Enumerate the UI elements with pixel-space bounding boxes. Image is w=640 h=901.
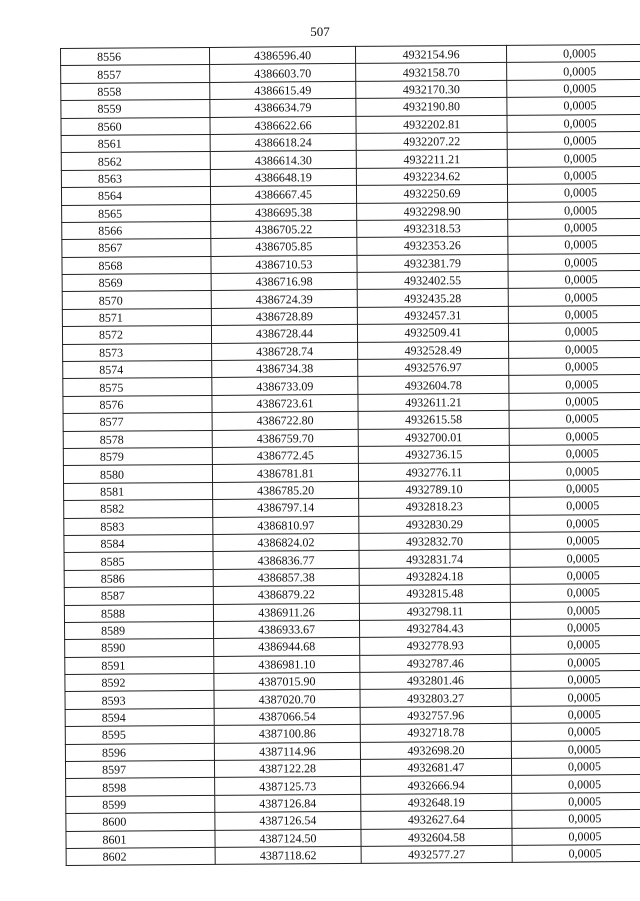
value-cell: 0,0005 <box>511 653 640 671</box>
y-coordinate-cell: 4932801.46 <box>360 671 511 689</box>
value-cell: 0,0005 <box>510 531 640 549</box>
x-coordinate-cell: 4387015.90 <box>214 672 360 690</box>
x-coordinate-cell: 4386596.40 <box>209 46 355 64</box>
value-cell: 0,0005 <box>509 427 640 445</box>
x-coordinate-cell: 4386705.22 <box>211 220 357 238</box>
y-coordinate-cell: 4932353.26 <box>357 237 508 255</box>
x-coordinate-cell: 4386759.70 <box>212 429 358 447</box>
point-number-cell: 8568 <box>62 256 211 274</box>
y-coordinate-cell: 4932457.31 <box>357 306 508 324</box>
value-cell: 0,0005 <box>509 340 640 358</box>
value-cell: 0,0005 <box>511 670 640 688</box>
value-cell: 0,0005 <box>510 583 640 601</box>
point-number-cell: 8590 <box>65 639 214 657</box>
y-coordinate-cell: 4932815.48 <box>359 584 510 602</box>
y-coordinate-cell: 4932250.69 <box>356 185 507 203</box>
point-number-cell: 8561 <box>61 134 210 152</box>
y-coordinate-cell: 4932666.94 <box>361 776 512 794</box>
point-number-cell: 8585 <box>64 552 213 570</box>
x-coordinate-cell: 4386944.68 <box>214 638 360 656</box>
value-cell: 0,0005 <box>512 827 640 845</box>
y-coordinate-cell: 4932832.70 <box>359 532 510 550</box>
x-coordinate-cell: 4386695.38 <box>211 203 357 221</box>
point-number-cell: 8571 <box>62 308 211 326</box>
value-cell: 0,0005 <box>512 810 640 828</box>
x-coordinate-cell: 4386785.20 <box>213 481 359 499</box>
y-coordinate-cell: 4932604.58 <box>361 828 512 846</box>
point-number-cell: 8560 <box>61 117 210 135</box>
point-number-cell: 8592 <box>65 674 214 692</box>
x-coordinate-cell: 4386772.45 <box>212 446 358 464</box>
x-coordinate-cell: 4386824.02 <box>213 533 359 551</box>
x-coordinate-cell: 4386911.26 <box>213 603 359 621</box>
y-coordinate-cell: 4932298.90 <box>357 202 508 220</box>
y-coordinate-cell: 4932604.78 <box>358 376 509 394</box>
value-cell: 0,0005 <box>508 270 640 288</box>
point-number-cell: 8575 <box>63 378 212 396</box>
y-coordinate-cell: 4932718.78 <box>360 724 511 742</box>
point-number-cell: 8579 <box>63 447 212 465</box>
point-number-cell: 8558 <box>61 82 210 100</box>
point-number-cell: 8588 <box>64 604 213 622</box>
point-number-cell: 8578 <box>63 430 212 448</box>
point-number-cell: 8577 <box>63 413 212 431</box>
point-number-cell: 8587 <box>64 587 213 605</box>
point-number-cell: 8596 <box>65 743 214 761</box>
y-coordinate-cell: 4932784.43 <box>360 619 511 637</box>
value-cell: 0,0005 <box>510 497 640 515</box>
y-coordinate-cell: 4932803.27 <box>360 689 511 707</box>
y-coordinate-cell: 4932681.47 <box>360 758 511 776</box>
point-number-cell: 8567 <box>62 239 211 257</box>
point-number-cell: 8574 <box>63 360 212 378</box>
x-coordinate-cell: 4386603.70 <box>210 64 356 82</box>
point-number-cell: 8583 <box>64 517 213 535</box>
x-coordinate-cell: 4386810.97 <box>213 516 359 534</box>
x-coordinate-cell: 4386933.67 <box>214 620 360 638</box>
y-coordinate-cell: 4932577.27 <box>361 845 512 863</box>
y-coordinate-cell: 4932736.15 <box>358 445 509 463</box>
value-cell: 0,0005 <box>510 479 640 497</box>
x-coordinate-cell: 4386733.09 <box>212 377 358 395</box>
value-cell: 0,0005 <box>507 79 640 97</box>
point-number-cell: 8570 <box>62 291 211 309</box>
point-number-cell: 8601 <box>66 830 215 848</box>
point-number-cell: 8595 <box>65 726 214 744</box>
x-coordinate-cell: 4386724.39 <box>211 290 357 308</box>
point-number-cell: 8563 <box>61 169 210 187</box>
x-coordinate-cell: 4386728.74 <box>212 342 358 360</box>
x-coordinate-cell: 4386615.49 <box>210 81 356 99</box>
y-coordinate-cell: 4932402.55 <box>357 271 508 289</box>
y-coordinate-cell: 4932778.93 <box>360 637 511 655</box>
point-number-cell: 8564 <box>61 187 210 205</box>
x-coordinate-cell: 4386622.66 <box>210 116 356 134</box>
y-coordinate-cell: 4932207.22 <box>356 132 507 150</box>
point-number-cell: 8565 <box>62 204 211 222</box>
x-coordinate-cell: 4386716.98 <box>211 273 357 291</box>
x-coordinate-cell: 4386723.61 <box>212 394 358 412</box>
y-coordinate-cell: 4932611.21 <box>358 393 509 411</box>
point-number-cell: 8589 <box>65 621 214 639</box>
point-number-cell: 8594 <box>65 708 214 726</box>
point-number-cell: 8582 <box>64 500 213 518</box>
value-cell: 0,0005 <box>506 44 640 62</box>
point-number-cell: 8573 <box>63 343 212 361</box>
y-coordinate-cell: 4932509.41 <box>357 324 508 342</box>
table-row <box>66 844 640 866</box>
x-coordinate-cell: 4386728.89 <box>211 307 357 325</box>
value-cell: 0,0005 <box>509 392 640 410</box>
value-cell: 0,0005 <box>509 357 640 375</box>
x-coordinate-cell: 4386722.80 <box>212 412 358 430</box>
x-coordinate-cell: 4387118.62 <box>215 846 361 864</box>
value-cell: 0,0005 <box>507 62 640 80</box>
y-coordinate-cell: 4932831.74 <box>359 550 510 568</box>
value-cell: 0,0005 <box>512 792 640 810</box>
y-coordinate-cell: 4932158.70 <box>356 63 507 81</box>
y-coordinate-cell: 4932211.21 <box>356 150 507 168</box>
y-coordinate-cell: 4932154.96 <box>355 45 506 63</box>
y-coordinate-cell: 4932818.23 <box>359 498 510 516</box>
y-coordinate-cell: 4932824.18 <box>359 567 510 585</box>
point-number-cell: 8602 <box>66 847 215 865</box>
point-number-cell: 8559 <box>61 100 210 118</box>
y-coordinate-cell: 4932757.96 <box>360 706 511 724</box>
x-coordinate-cell: 4386781.81 <box>212 464 358 482</box>
value-cell: 0,0005 <box>508 323 640 341</box>
value-cell: 0,0005 <box>507 166 640 184</box>
value-cell: 0,0005 <box>509 375 640 393</box>
value-cell: 0,0005 <box>512 775 640 793</box>
x-coordinate-cell: 4386648.19 <box>210 168 356 186</box>
point-number-cell: 8586 <box>64 569 213 587</box>
x-coordinate-cell: 4386634.79 <box>210 99 356 117</box>
x-coordinate-cell: 4387020.70 <box>214 690 360 708</box>
point-number-cell: 8599 <box>66 795 215 813</box>
table-body <box>61 44 640 865</box>
x-coordinate-cell: 4386857.38 <box>213 568 359 586</box>
x-coordinate-cell: 4387100.86 <box>214 725 360 743</box>
point-number-cell: 8562 <box>61 152 210 170</box>
value-cell: 0,0005 <box>508 201 640 219</box>
value-cell: 0,0005 <box>509 444 640 462</box>
y-coordinate-cell: 4932234.62 <box>356 167 507 185</box>
y-coordinate-cell: 4932698.20 <box>360 741 511 759</box>
value-cell: 0,0005 <box>509 410 640 428</box>
y-coordinate-cell: 4932776.11 <box>358 463 509 481</box>
y-coordinate-cell: 4932789.10 <box>359 480 510 498</box>
x-coordinate-cell: 4386734.38 <box>212 359 358 377</box>
value-cell: 0,0005 <box>507 97 640 115</box>
value-cell: 0,0005 <box>510 514 640 532</box>
y-coordinate-cell: 4932648.19 <box>361 793 512 811</box>
x-coordinate-cell: 4386797.14 <box>213 499 359 517</box>
value-cell: 0,0005 <box>512 844 640 862</box>
x-coordinate-cell: 4386981.10 <box>214 655 360 673</box>
value-cell: 0,0005 <box>511 688 640 706</box>
point-number-cell: 8556 <box>61 47 210 65</box>
y-coordinate-cell: 4932627.64 <box>361 811 512 829</box>
y-coordinate-cell: 4932700.01 <box>358 428 509 446</box>
x-coordinate-cell: 4386710.53 <box>211 255 357 273</box>
x-coordinate-cell: 4387126.84 <box>215 794 361 812</box>
point-number-cell: 8593 <box>65 691 214 709</box>
value-cell: 0,0005 <box>510 549 640 567</box>
y-coordinate-cell: 4932202.81 <box>356 115 507 133</box>
value-cell: 0,0005 <box>507 131 640 149</box>
value-cell: 0,0005 <box>511 723 640 741</box>
value-cell: 0,0005 <box>507 114 640 132</box>
y-coordinate-cell: 4932787.46 <box>360 654 511 672</box>
y-coordinate-cell: 4932615.58 <box>358 411 509 429</box>
x-coordinate-cell: 4386836.77 <box>213 551 359 569</box>
y-coordinate-cell: 4932798.11 <box>359 602 510 620</box>
x-coordinate-cell: 4386614.30 <box>210 151 356 169</box>
point-number-cell: 8580 <box>63 465 212 483</box>
point-number-cell: 8569 <box>62 274 211 292</box>
value-cell: 0,0005 <box>509 462 640 480</box>
x-coordinate-cell: 4386667.45 <box>210 186 356 204</box>
y-coordinate-cell: 4932190.80 <box>356 98 507 116</box>
x-coordinate-cell: 4387125.73 <box>215 777 361 795</box>
point-number-cell: 8597 <box>65 760 214 778</box>
x-coordinate-cell: 4386618.24 <box>210 133 356 151</box>
x-coordinate-cell: 4386879.22 <box>213 586 359 604</box>
value-cell: 0,0005 <box>508 305 640 323</box>
y-coordinate-cell: 4932170.30 <box>356 80 507 98</box>
y-coordinate-cell: 4932576.97 <box>358 358 509 376</box>
y-coordinate-cell: 4932318.53 <box>357 219 508 237</box>
x-coordinate-cell: 4387066.54 <box>214 707 360 725</box>
value-cell: 0,0005 <box>510 601 640 619</box>
y-coordinate-cell: 4932435.28 <box>357 289 508 307</box>
value-cell: 0,0005 <box>508 288 640 306</box>
value-cell: 0,0005 <box>508 236 640 254</box>
point-number-cell: 8572 <box>62 326 211 344</box>
value-cell: 0,0005 <box>510 618 640 636</box>
point-number-cell: 8591 <box>65 656 214 674</box>
point-number-cell: 8557 <box>61 65 210 83</box>
value-cell: 0,0005 <box>511 740 640 758</box>
value-cell: 0,0005 <box>510 566 640 584</box>
coordinates-table-wrapper <box>60 44 618 866</box>
point-number-cell: 8581 <box>64 482 213 500</box>
value-cell: 0,0005 <box>511 636 640 654</box>
x-coordinate-cell: 4387124.50 <box>215 829 361 847</box>
value-cell: 0,0005 <box>508 253 640 271</box>
coordinates-table <box>60 44 640 866</box>
x-coordinate-cell: 4386728.44 <box>211 325 357 343</box>
page-number: 507 <box>310 24 330 39</box>
y-coordinate-cell: 4932381.79 <box>357 254 508 272</box>
point-number-cell: 8598 <box>66 778 215 796</box>
value-cell: 0,0005 <box>511 757 640 775</box>
x-coordinate-cell: 4387114.96 <box>214 742 360 760</box>
point-number-cell: 8584 <box>64 534 213 552</box>
value-cell: 0,0005 <box>507 183 640 201</box>
x-coordinate-cell: 4386705.85 <box>211 238 357 256</box>
value-cell: 0,0005 <box>507 149 640 167</box>
y-coordinate-cell: 4932528.49 <box>358 341 509 359</box>
point-number-cell: 8566 <box>62 221 211 239</box>
point-number-cell: 8600 <box>66 813 215 831</box>
point-number-cell: 8576 <box>63 395 212 413</box>
y-coordinate-cell: 4932830.29 <box>359 515 510 533</box>
value-cell: 0,0005 <box>511 705 640 723</box>
value-cell: 0,0005 <box>508 218 640 236</box>
x-coordinate-cell: 4387126.54 <box>215 812 361 830</box>
x-coordinate-cell: 4387122.28 <box>214 759 360 777</box>
